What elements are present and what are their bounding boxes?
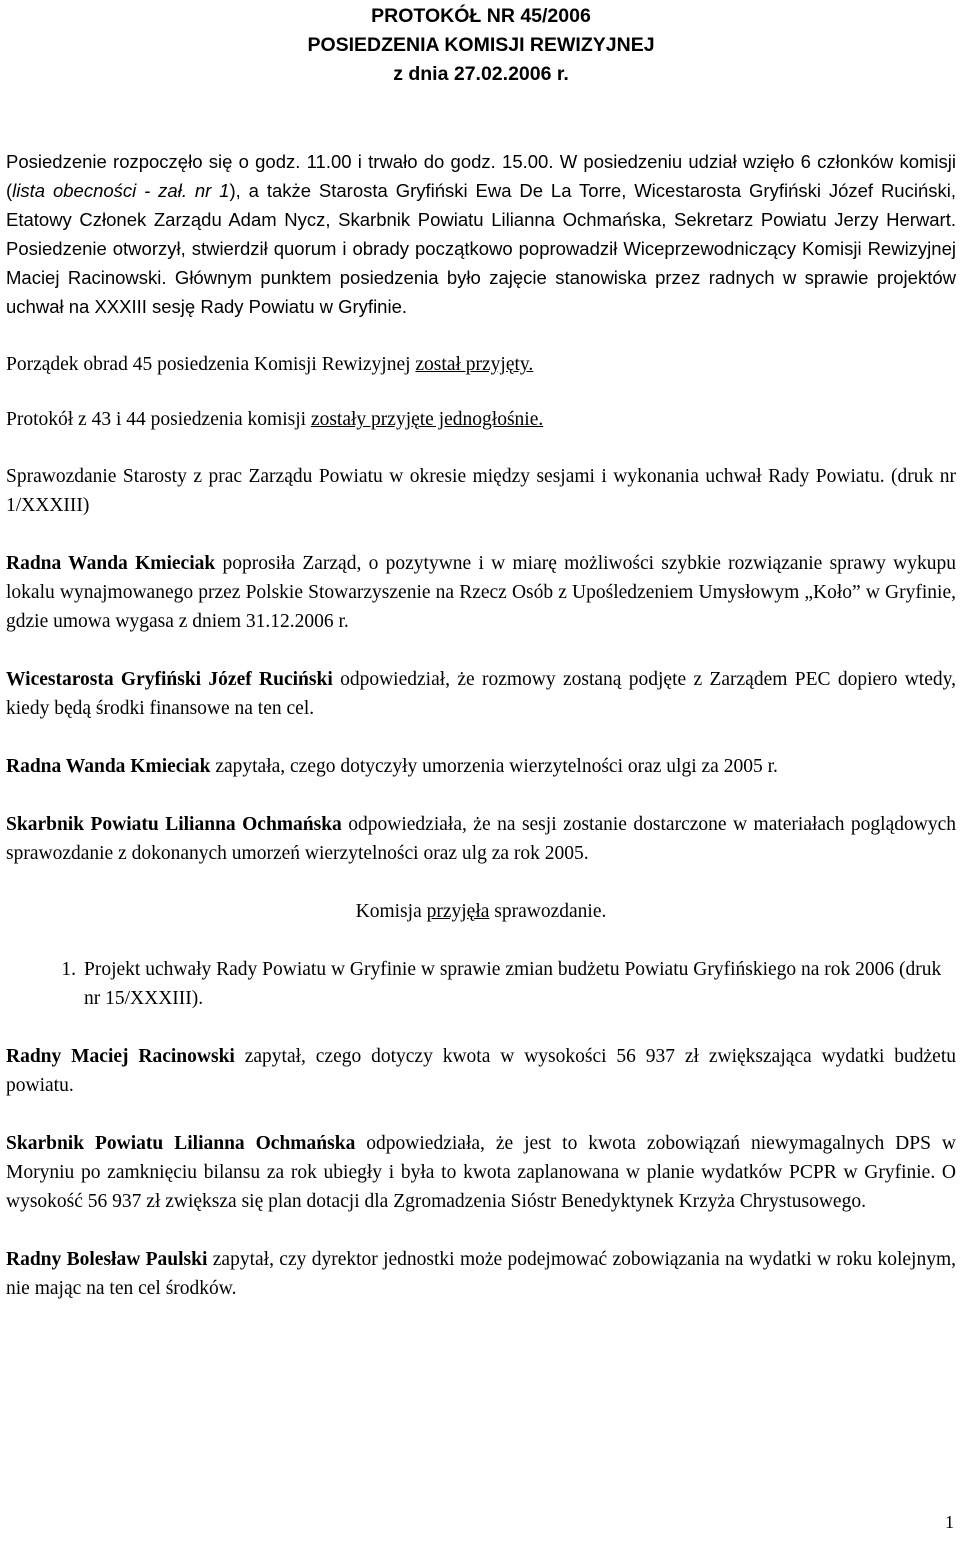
statement-paragraph: [6, 752, 956, 781]
attendance-list-reference: lista obecności - zał. nr 1: [12, 180, 230, 201]
statement-text: zapytała, czego dotyczyły umorzenia wierzytelności oraz ulgi za 2005 r.: [210, 756, 778, 777]
title-line-2: POSIEDZENIA KOMISJI REWIZYJNEJ: [307, 34, 655, 56]
document-title: [6, 0, 956, 89]
intro-text-3: Posiedzenie otworzył, stwierdził quorum i obrady początkowo poprowadził Wiceprzewodniczący Komisji Rewizyjnej Maciej Racinowski. Głównym punktem posiedzenia było zajęcie stanowiska przez radnych w sprawie projektów uchwał na XXXIII sesję Rady Powiatu w Gryfinie.: [6, 238, 956, 317]
speaker-name: Radny Bolesław Paulski: [6, 1249, 208, 1270]
decision-line: [6, 897, 956, 926]
document-page: [6, 0, 956, 1303]
decision-before: Komisja: [355, 901, 427, 922]
speaker-name: Skarbnik Powiatu Lilianna Ochmańska: [6, 814, 342, 835]
speaker-name: Radna Wanda Kmieciak: [6, 553, 216, 574]
agenda-paragraph: [6, 350, 956, 379]
agenda-text: Porządek obrad 45 posiedzenia Komisji Rewizyjnej: [6, 354, 416, 375]
speaker-name: Wicestarosta Gryfiński Józef Ruciński: [6, 669, 333, 690]
statement-paragraph: [6, 1042, 956, 1100]
page-number: 1: [945, 1512, 954, 1532]
statement-paragraph: [6, 1129, 956, 1216]
title-line-1: PROTOKÓŁ NR 45/2006: [371, 5, 591, 27]
statement-paragraph: [6, 810, 956, 868]
statement-text: odpowiedziała, że jest to kwota zobowiązań niewymagalnych DPS w Moryniu po zamknięciu bilansu za rok ubiegły i była to kwota zaplanowana w planie wydatków PCPR w Gryfinie. O wysokość 56 937 zł zwiększa się plan dotacji dla Zgromadzenia Sióstr Benedyktynek Krzyża Chrystusowego.: [6, 1133, 956, 1212]
report-paragraph: Sprawozdanie Starosty z prac Zarządu Powiatu w okresie między sesjami i wykonania uchwał Rady Powiatu. (druk nr 1/XXXIII): [6, 466, 956, 516]
agenda-status: został przyjęty.: [415, 354, 534, 375]
decision-verb: przyjęła: [426, 901, 490, 922]
intro-paragraph: [6, 147, 956, 321]
speaker-name: Radna Wanda Kmieciak: [6, 756, 211, 777]
statement-text: poprosiła Zarząd, o pozytywne i w miarę możliwości szybkie rozwiązanie sprawy wykupu lokalu wynajmowanego przez Polskie Stowarzyszenie na Rzecz Osób z Upośledzeniem Umysłowym „Koło” w Gryfinie, gdzie umowa wygasa z dniem 31.12.2006 r.: [6, 553, 957, 632]
statement-text: zapytał, czego dotyczy kwota w wysokości 56 937 zł zwiększająca wydatki budżetu powiatu.: [6, 1046, 956, 1096]
intro-text-2: ), a także Starosta Gryfiński Ewa De La Torre, Wicestarosta Gryfiński Józef Ruciński, Etatowy Członek Zarządu Adam Nycz, Skarbnik Powiatu Lilianna Ochmańska, Sekretarz Powiatu Jerzy Herwart.: [6, 180, 956, 230]
minutes-text: Protokół z 43 i 44 posiedzenia komisji: [6, 409, 311, 430]
title-line-3: z dnia 27.02.2006 r.: [393, 63, 569, 85]
statement-paragraph: [6, 549, 956, 636]
agenda-list-item: [6, 955, 956, 1013]
statement-text: zapytał, czy dyrektor jednostki może podejmować zobowiązania na wydatki w roku kolejnym, nie mając na ten cel środków.: [6, 1249, 957, 1299]
minutes-paragraph: [6, 405, 956, 434]
statement-paragraph: [6, 665, 956, 723]
speaker-name: Radny Maciej Racinowski: [6, 1046, 235, 1067]
statement-text: odpowiedział, że rozmowy zostaną podjęte z Zarządem PEC dopiero wtedy, kiedy będą środki finansowe na ten cel.: [6, 669, 956, 719]
statement-paragraph: [6, 1245, 956, 1303]
minutes-status: zostały przyjęte jednogłośnie.: [310, 409, 544, 430]
speaker-name: Skarbnik Powiatu Lilianna Ochmańska: [6, 1133, 356, 1154]
list-item-number: 1.: [61, 959, 76, 980]
intro-text-1: Posiedzenie rozpoczęło się o godz. 11.00 i trwało do godz. 15.00. W posiedzeniu udział wzięło 6 członków komisji (: [6, 151, 956, 201]
statement-text: odpowiedziała, że na sesji zostanie dostarczone w materiałach poglądowych sprawozdanie z dokonanych umorzeń wierzytelności oraz ulg za rok 2005.: [6, 814, 956, 864]
list-item-text: Projekt uchwały Rady Powiatu w Gryfinie w sprawie zmian budżetu Powiatu Gryfińskiego na rok 2006 (druk nr 15/XXXIII).: [84, 959, 942, 1009]
decision-after: sprawozdanie.: [489, 901, 607, 922]
